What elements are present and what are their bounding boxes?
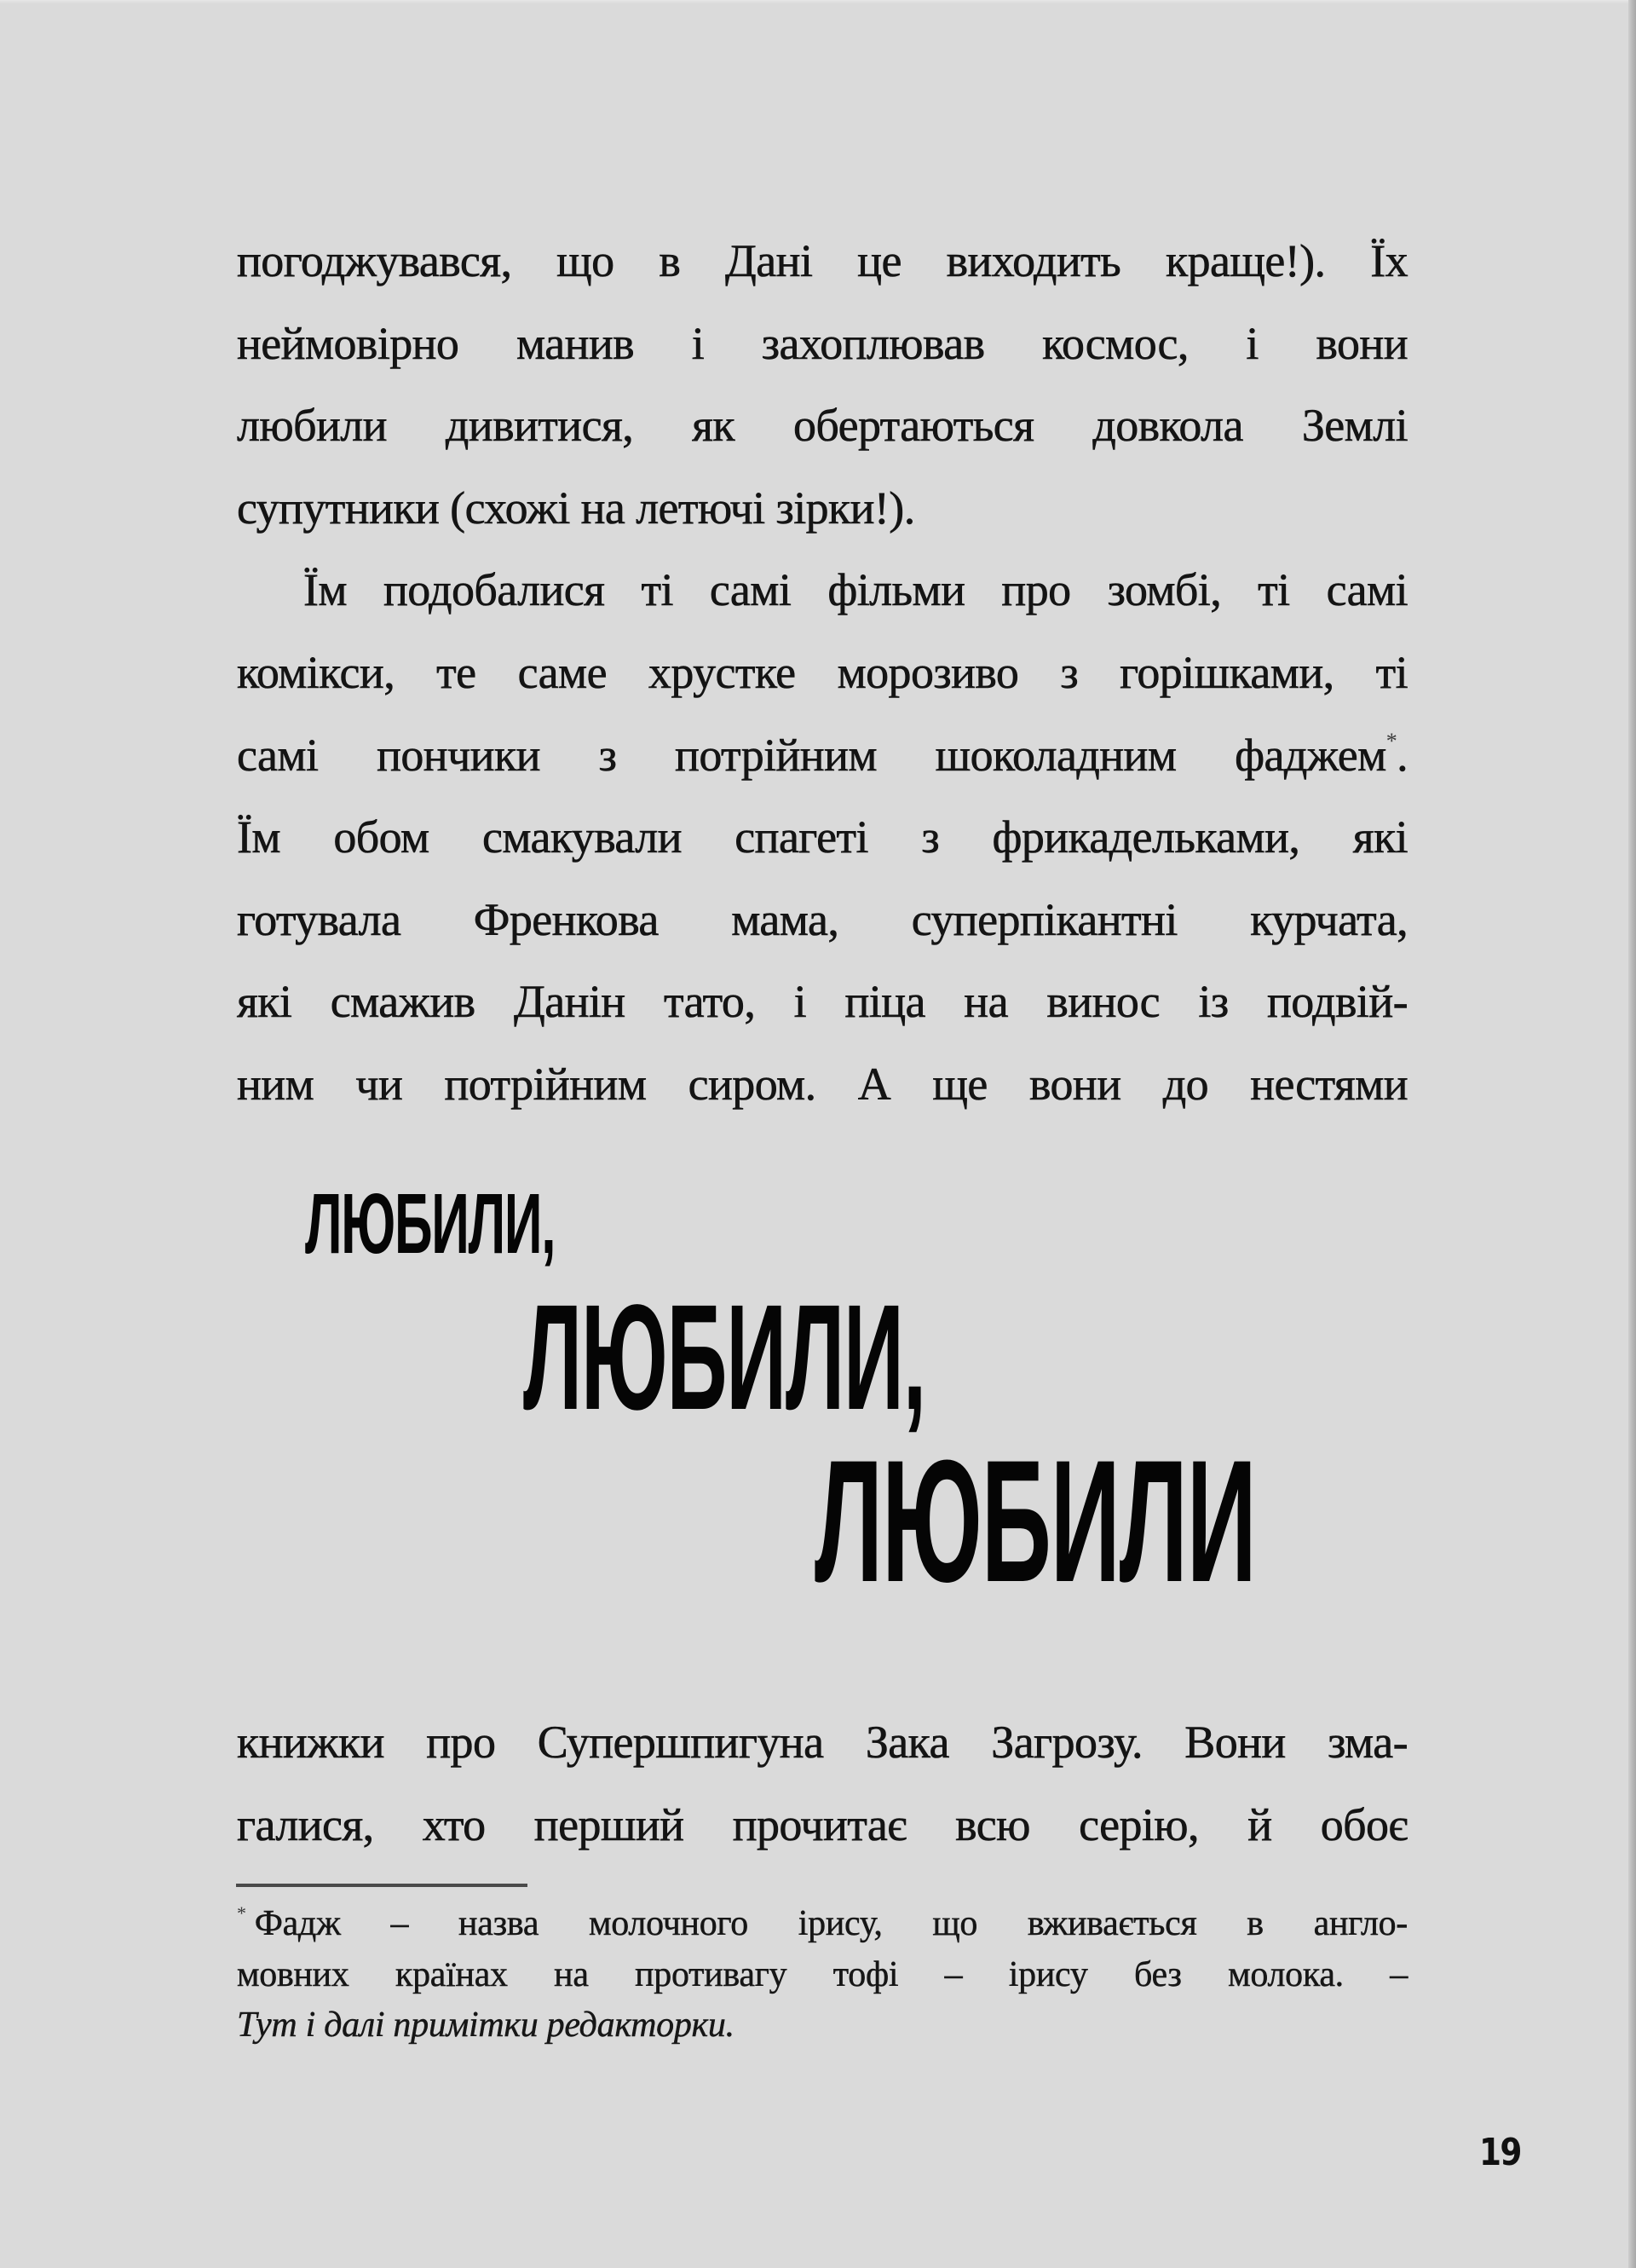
page-number: 19 <box>1479 2131 1521 2174</box>
page-top-edge <box>0 0 1628 3</box>
text-line-with-footnote-ref <box>237 714 1408 797</box>
period: . <box>1397 729 1408 781</box>
main-text-block <box>237 220 1408 1126</box>
continuation-text-block <box>237 1701 1408 1866</box>
text-line: галися, хто перший прочитає всю серію, й обоє <box>237 1798 1408 1850</box>
text-line: ним чи потрійним сиром. А ще вони до нестями <box>237 1058 1408 1110</box>
text-line: любили дивитися, як обертаються довкола Землі <box>237 400 1408 452</box>
text-line: погоджувався, що в Дані це виходить краще!). Їх <box>237 235 1408 286</box>
footnote-divider <box>236 1884 527 1887</box>
text-line-paragraph-start: Їм подобалися ті самі фільми про зомбі, ті самі <box>303 564 1408 616</box>
text-line: які смажив Данін тато, і піца на винос із подвій- <box>237 976 1408 1028</box>
footnote-text: Фадж – назва молочного ірису, що вживається в англо- <box>254 1904 1408 1943</box>
footnote-marker: * <box>237 1902 246 1924</box>
text-line: супутники (схожі на летючі зірки!). <box>237 482 915 534</box>
page-right-edge-shadow <box>1628 0 1636 2268</box>
footnote <box>237 1899 1408 2052</box>
text-line: Їм обом смакували спагеті з фрикадельками, які <box>237 811 1408 863</box>
footnote-line: мовних країнах на противагу тофі – ірису без молока. – <box>237 1954 1408 1994</box>
text-segment: самі пончики з потрійним шоколадним фаджем <box>237 729 1386 781</box>
text-line: комікси, те саме хрустке морозиво з горішками, ті <box>237 646 1408 698</box>
text-line: книжки про Супершпигуна Зака Загрозу. Вони зма- <box>237 1717 1408 1768</box>
text-line: неймовірно манив і захоплював космос, і вони <box>237 317 1408 369</box>
display-word-small: ЛЮБИЛИ, <box>305 1176 556 1272</box>
text-line: готувала Френкова мама, суперпікантні курчата, <box>237 893 1408 945</box>
display-word-medium: ЛЮБИЛИ, <box>523 1274 926 1441</box>
footnote-line <box>237 1899 1408 1950</box>
display-word-large: ЛЮБИЛИ <box>815 1424 1256 1619</box>
footnote-editor-note: Тут і далі примітки редакторки. <box>237 2005 734 2045</box>
footnote-reference-mark[interactable]: * <box>1385 728 1397 753</box>
